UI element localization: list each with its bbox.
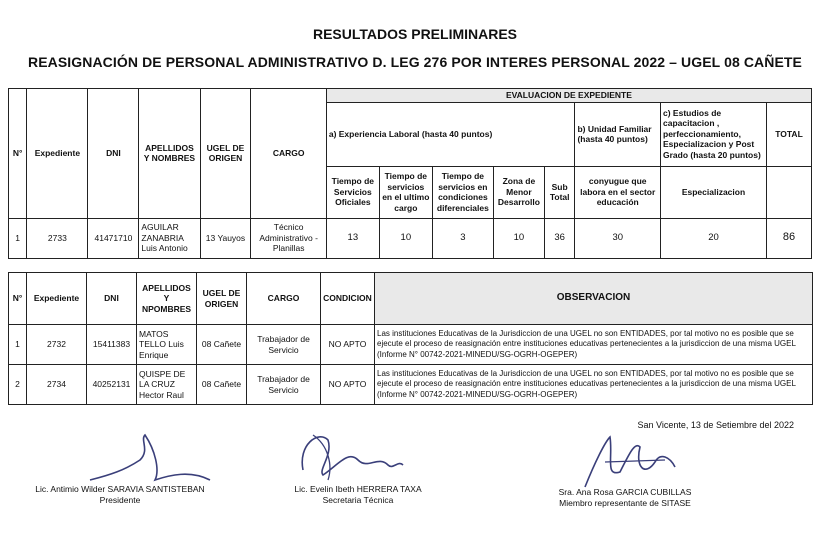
cell-tiempo-oficiales: 13 — [326, 218, 379, 258]
signature-name: Lic. Evelin Ibeth HERRERA TAXA — [294, 484, 422, 494]
document-subtitle: REASIGNACIÓN DE PERSONAL ADMINISTRATIVO D. LEG 276 POR INTERES PERSONAL 2022 – UGEL 08 CAÑETE — [27, 54, 802, 70]
signature-role: Presidente — [99, 495, 141, 506]
cell-tiempo-condiciones: 3 — [432, 218, 493, 258]
col-condicion: CONDICION — [321, 273, 375, 325]
cell-zona: 10 — [493, 218, 544, 258]
cell-dni: 15411383 — [87, 325, 137, 365]
handwritten-signature-icon — [288, 425, 408, 485]
table-row — [9, 218, 812, 258]
signature-role: Miembro representante de SITASE — [559, 498, 691, 509]
cell-tiempo-ultimo: 10 — [379, 218, 432, 258]
col-dni: DNI — [87, 273, 137, 325]
signature-name: Lic. Antimio Wilder SARAVIA SANTISTEBAN — [35, 484, 205, 494]
col-expediente: Expediente — [27, 89, 88, 219]
cell-nombre: QUISPE DE LA CRUZ Hector Raul — [137, 365, 197, 405]
cell-n: 1 — [9, 218, 27, 258]
cell-ugel: 08 Cañete — [197, 325, 247, 365]
handwritten-signature-icon — [80, 430, 220, 490]
total-subheader-empty — [766, 166, 811, 218]
signature-block-president — [20, 430, 220, 510]
cell-ugel: 13 Yauyos — [200, 218, 251, 258]
signature-role: Secretaria Técnica — [322, 495, 394, 506]
cell-especializacion: 20 — [661, 218, 767, 258]
table-row — [9, 365, 813, 405]
cell-n: 2 — [9, 365, 27, 405]
col-zona: Zona de Menor Desarrollo — [493, 166, 544, 218]
observations-table — [8, 272, 813, 405]
handwritten-signature-icon — [575, 432, 685, 492]
col-n: N° — [9, 273, 27, 325]
col-dni: DNI — [88, 89, 139, 219]
estudios-header: c) Estudios de capacitacion , perfeccionamiento, Especializacion y Post Grado (hasta 20 puntos) — [661, 102, 767, 166]
cell-condicion: NO APTO — [321, 325, 375, 365]
evaluation-table — [8, 88, 812, 259]
cell-dni: 41471710 — [88, 218, 139, 258]
col-especializacion: Especializacion — [661, 166, 767, 218]
cell-expediente: 2733 — [27, 218, 88, 258]
col-ugel: UGEL DE ORIGEN — [200, 89, 251, 219]
cell-nombre: MATOS TELLO Luis Enrique — [137, 325, 197, 365]
col-cargo: CARGO — [247, 273, 321, 325]
cell-ugel: 08 Cañete — [197, 365, 247, 405]
cell-condicion: NO APTO — [321, 365, 375, 405]
col-cargo: CARGO — [251, 89, 326, 219]
col-tiempo-ultimo: Tiempo de servicios en el ultimo cargo — [379, 166, 432, 218]
cell-subtotal: 36 — [544, 218, 575, 258]
unidad-header: b) Unidad Familiar (hasta 40 puntos) — [575, 102, 661, 166]
signature-block-member — [535, 432, 715, 512]
cell-expediente: 2734 — [27, 365, 87, 405]
cell-total: 86 — [766, 218, 811, 258]
cell-n: 1 — [9, 325, 27, 365]
evaluacion-header: EVALUACION DE EXPEDIENTE — [326, 89, 811, 103]
cell-cargo: Técnico Administrativo - Planillas — [251, 218, 326, 258]
cell-conyugue: 30 — [575, 218, 661, 258]
col-observacion: OBSERVACION — [375, 273, 813, 325]
table-row — [9, 325, 813, 365]
experiencia-header: a) Experiencia Laboral (hasta 40 puntos) — [326, 102, 575, 166]
cell-observacion: Las instituciones Educativas de la Jurisdiccion de una UGEL no son ENTIDADES, por tal motivo no es posible que se ejecute el proceso de reasignación entre instituciones educativas pertenecientes a la jurisdiccion de una misma UGEL (Informe N° 00742-2021-MINEDU/SG-OGRH-OGEPER) — [375, 365, 813, 405]
cell-observacion: Las instituciones Educativas de la Jurisdiccion de una UGEL no son ENTIDADES, por tal motivo no es posible que se ejecute el proceso de reasignación entre instituciones educativas pertenecientes a la jurisdiccion de una misma UGEL (Informe N° 00742-2021-MINEDU/SG-OGRH-OGEPER) — [375, 325, 813, 365]
cell-expediente: 2732 — [27, 325, 87, 365]
document-title: RESULTADOS PRELIMINARES — [312, 26, 518, 42]
cell-dni: 40252131 — [87, 365, 137, 405]
col-apellidos: APELLIDOS Y NPOMBRES — [137, 273, 197, 325]
cell-cargo: Trabajador de Servicio — [247, 365, 321, 405]
signature-block-secretary — [268, 425, 448, 510]
col-conyugue: conyugue que labora en el sector educación — [575, 166, 661, 218]
col-tiempo-oficiales: Tiempo de Servicios Oficiales — [326, 166, 379, 218]
document-date: San Vicente, 13 de Setiembre del 2022 — [637, 420, 794, 430]
col-expediente: Expediente — [27, 273, 87, 325]
col-apellidos: APELLIDOS Y NOMBRES — [139, 89, 200, 219]
col-ugel: UGEL DE ORIGEN — [197, 273, 247, 325]
col-n: N° — [9, 89, 27, 219]
signature-name: Sra. Ana Rosa GARCIA CUBILLAS — [558, 487, 692, 497]
total-header: TOTAL — [766, 102, 811, 166]
cell-cargo: Trabajador de Servicio — [247, 325, 321, 365]
cell-nombre: AGUILAR ZANABRIA Luis Antonio — [139, 218, 200, 258]
col-subtotal: Sub Total — [544, 166, 575, 218]
col-tiempo-condiciones: Tiempo de servicios en condiciones diferenciales — [432, 166, 493, 218]
